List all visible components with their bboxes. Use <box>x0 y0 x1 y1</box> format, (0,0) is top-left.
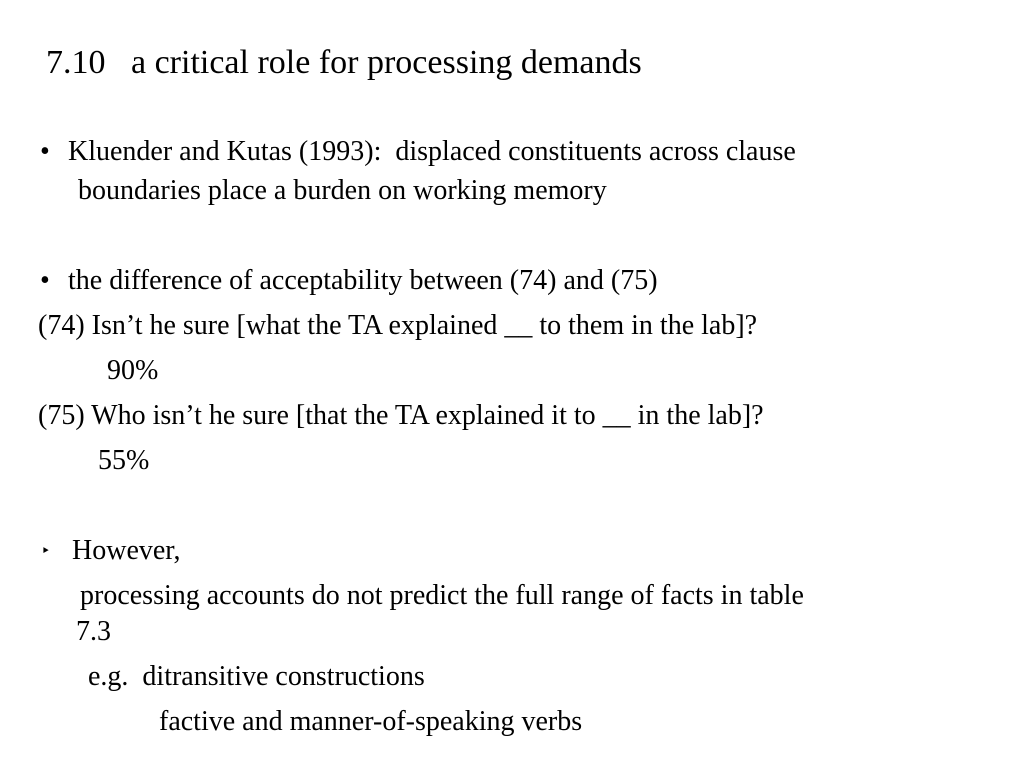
triangle-bullet-icon: ‣ <box>41 543 51 560</box>
bullet1-line1: Kluender and Kutas (1993): displaced constituents across clause <box>68 136 796 167</box>
bullet1-line2: boundaries place a burden on working memory <box>78 175 607 206</box>
example-sentence-75: (75) Who isn’t he sure [that the TA explained it to __ in the lab]? <box>38 400 764 431</box>
bullet2-line1: the difference of acceptability between (74) and (75) <box>68 265 658 296</box>
example-sentence-74: (74) Isn’t he sure [what the TA explained __ to them in the lab]? <box>38 310 758 341</box>
bullet3-eg-line: e.g. ditransitive constructions <box>88 661 425 692</box>
bullet-marker: • <box>40 136 50 167</box>
bullet3-eg-line2: factive and manner-of-speaking verbs <box>159 706 583 737</box>
bullet3-lead: However, <box>72 535 181 566</box>
example-rating-75: 55% <box>98 445 150 476</box>
bullet3-line1: processing accounts do not predict the full range of facts in table <box>80 580 804 611</box>
section-number: 7.10 <box>46 44 106 81</box>
example-rating-74: 90% <box>107 355 159 386</box>
bullet3-line2: 7.3 <box>76 616 111 647</box>
bullet-marker: • <box>40 265 50 296</box>
slide-title <box>46 41 642 85</box>
section-title: a critical role for processing demands <box>131 44 642 81</box>
